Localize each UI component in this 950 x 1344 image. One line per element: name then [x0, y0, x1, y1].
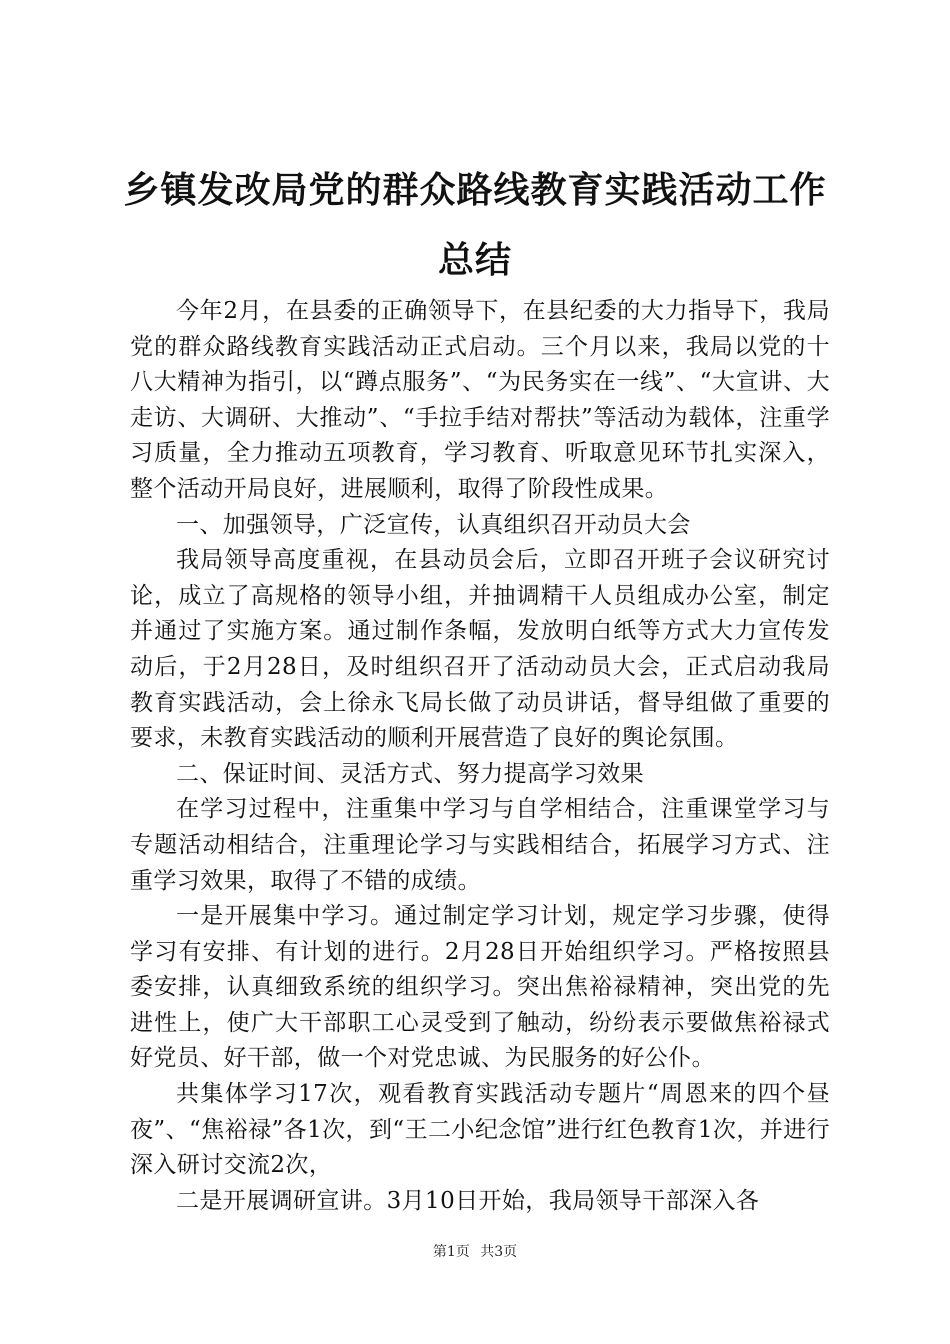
page-total: 共3页 — [480, 1244, 518, 1260]
paragraph-study-count: 共集体学习17次，观看教育实践活动专题片“周恩来的四个昼夜”、“焦裕禄”各1次，到“王二小纪念馆”进行红色教育1次，并进行深入研讨交流2次， — [130, 1081, 830, 1179]
paragraph-section-2: 在学习过程中，注重集中学习与自学相结合，注重课堂学习与专题活动相结合，注重理论学习与实践相结合，拓展学习方式、注重学习效果，取得了不错的成绩。 — [130, 796, 830, 894]
section-heading-1: 一、加强领导，广泛宣传，认真组织召开动员大会 — [176, 511, 691, 538]
paragraph-section-1: 我局领导高度重视，在县动员会后，立即召开班子会议研究讨论，成立了高规格的领导小组，并抽调精干人员组成办公室，制定并通过了实施方案。通过制作条幅，发放明白纸等方式大力宣传发动后，于2月28日，及时组织召开了活动动员大会，正式启动我局教育实践活动，会上徐永飞局长做了动员讲话，督导组做了重要的要求，未教育实践活动的顺利开展营造了良好的舆论氛围。 — [130, 547, 830, 752]
paragraph-intro: 今年2月，在县委的正确领导下，在县纪委的大力指导下，我局党的群众路线教育实践活动正式启动。三个月以来，我局以党的十八大精神为指引，以“蹲点服务”、“为民务实在一线”、“大宣讲、大走访、大调研、大推动”、“手拉手结对帮扶”等活动为载体，注重学习质量，全力推动五项教育，学习教育、听取意见环节扎实深入，整个活动开局良好，进展顺利，取得了阶段性成果。 — [130, 298, 830, 502]
document-title: 乡镇发改局党的群众路线教育实践活动工作总结 — [123, 169, 827, 281]
document-body — [130, 294, 830, 1219]
paragraph-research: 二是开展调研宣讲。3月10日开始，我局领导干部深入各 — [176, 1187, 760, 1214]
page-number: 第1页 — [432, 1244, 470, 1260]
section-heading-2: 二、保证时间、灵活方式、努力提高学习效果 — [176, 760, 644, 787]
page-footer — [0, 1242, 950, 1262]
paragraph-collective-study: 一是开展集中学习。通过制定学习计划，规定学习步骤，使得学习有安排、有计划的进行。2月28日开始组织学习。严格按照县委安排，认真细致系统的组织学习。突出焦裕禄精神，突出党的先进性上，使广大干部职工心灵受到了触动，纷纷表示要做焦裕禄式好党员、好干部，做一个对党忠诚、为民服务的好公仆。 — [130, 903, 830, 1072]
